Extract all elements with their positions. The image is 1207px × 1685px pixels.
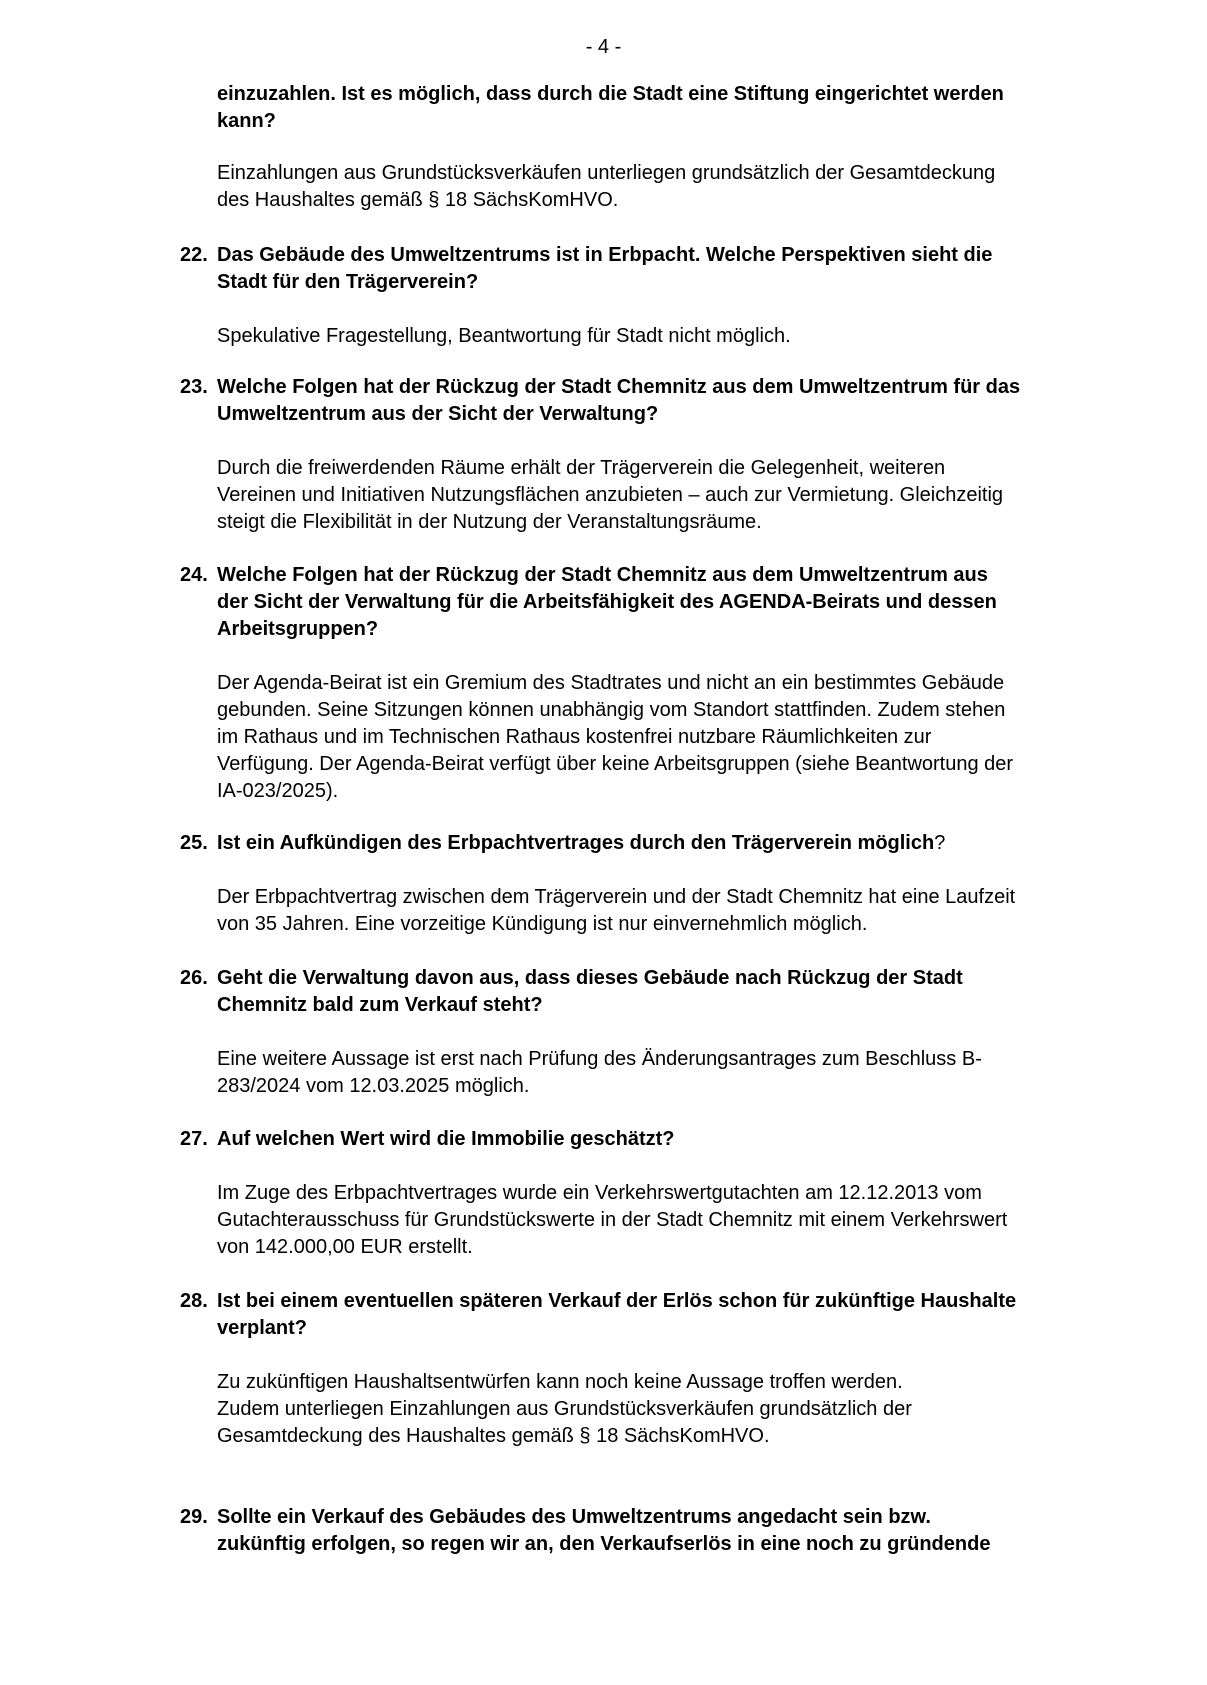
- question-text: Geht die Verwaltung davon aus, dass dieses Gebäude nach Rückzug der Stadt: [217, 967, 963, 989]
- item-number: 23.: [180, 376, 208, 398]
- page-number: - 4 -: [585, 36, 622, 58]
- answer-text: von 35 Jahren. Eine vorzeitige Kündigung ist nur einvernehmlich möglich.: [217, 913, 868, 935]
- answer-text: Eine weitere Aussage ist erst nach Prüfung des Änderungsantrages zum Beschluss B-: [217, 1048, 982, 1070]
- answer-text: von 142.000,00 EUR erstellt.: [217, 1236, 473, 1258]
- answer-text: im Rathaus und im Technischen Rathaus kostenfrei nutzbare Räumlichkeiten zur: [217, 726, 932, 748]
- question-tail: ?: [934, 832, 946, 854]
- question-text: Arbeitsgruppen?: [217, 618, 379, 640]
- answer-text: Durch die freiwerdenden Räume erhält der Trägerverein die Gelegenheit, weiteren: [217, 457, 946, 479]
- answer-text: gebunden. Seine Sitzungen können unabhängig vom Standort stattfinden. Zudem stehen: [217, 699, 1006, 721]
- item-number: 22.: [180, 244, 208, 266]
- question-text: Auf welchen Wert wird die Immobilie geschätzt?: [217, 1128, 675, 1150]
- question-text: Welche Folgen hat der Rückzug der Stadt Chemnitz aus dem Umweltzentrum für das: [217, 376, 1021, 398]
- question-text: verplant?: [217, 1317, 308, 1339]
- answer-text: Der Agenda-Beirat ist ein Gremium des Stadtrates und nicht an ein bestimmtes Gebäude: [217, 672, 1005, 694]
- answer-text: Zudem unterliegen Einzahlungen aus Grundstücksverkäufen grundsätzlich der: [217, 1398, 912, 1420]
- question-text: zukünftig erfolgen, so regen wir an, den Verkaufserlös in eine noch zu gründende: [217, 1533, 991, 1555]
- answer-text: Zu zukünftigen Haushaltsentwürfen kann noch keine Aussage troffen werden.: [217, 1371, 903, 1393]
- item-number: 27.: [180, 1128, 208, 1150]
- answer-text: Verfügung. Der Agenda-Beirat verfügt über keine Arbeitsgruppen (siehe Beantwortung der: [217, 753, 1014, 775]
- answer-text: Gesamtdeckung des Haushaltes gemäß § 18 SächsKomHVO.: [217, 1425, 770, 1447]
- question-text: einzuzahlen. Ist es möglich, dass durch die Stadt eine Stiftung eingerichtet werden: [217, 83, 1004, 105]
- answer-text: des Haushaltes gemäß § 18 SächsKomHVO.: [217, 189, 619, 211]
- question-text: Chemnitz bald zum Verkauf steht?: [217, 994, 543, 1016]
- question-bold: Ist ein Aufkündigen des Erbpachtvertrages durch den Trägerverein möglich: [217, 832, 935, 854]
- question-text: kann?: [217, 110, 276, 132]
- item-number: 28.: [180, 1290, 208, 1312]
- answer-text: Einzahlungen aus Grundstücksverkäufen unterliegen grundsätzlich der Gesamtdeckung: [217, 162, 996, 184]
- answer-text: Der Erbpachtvertrag zwischen dem Trägerverein und der Stadt Chemnitz hat eine Laufzeit: [217, 886, 1016, 908]
- item-number: 26.: [180, 967, 208, 989]
- answer-text: Gutachterausschuss für Grundstückswerte in der Stadt Chemnitz mit einem Verkehrswert: [217, 1209, 1008, 1231]
- item-number: 29.: [180, 1506, 208, 1528]
- answer-text: steigt die Flexibilität in der Nutzung der Veranstaltungsräume.: [217, 511, 762, 533]
- answer-text: Vereinen und Initiativen Nutzungsflächen anzubieten – auch zur Vermietung. Gleichzeitig: [217, 484, 1004, 506]
- item-number: 25.: [180, 832, 208, 854]
- answer-text: Im Zuge des Erbpachtvertrages wurde ein Verkehrswertgutachten am 12.12.2013 vom: [217, 1182, 982, 1204]
- question-text: der Sicht der Verwaltung für die Arbeitsfähigkeit des AGENDA-Beirats und dessen: [217, 591, 997, 613]
- question-text: Welche Folgen hat der Rückzug der Stadt Chemnitz aus dem Umweltzentrum aus: [217, 564, 988, 586]
- question-text: Das Gebäude des Umweltzentrums ist in Erbpacht. Welche Perspektiven sieht die: [217, 244, 993, 266]
- answer-text: IA-023/2025).: [217, 780, 339, 802]
- question-text: [217, 830, 945, 857]
- item-number: 24.: [180, 564, 208, 586]
- question-text: Stadt für den Trägerverein?: [217, 271, 479, 293]
- question-text: Umweltzentrum aus der Sicht der Verwaltung?: [217, 403, 659, 425]
- answer-text: 283/2024 vom 12.03.2025 möglich.: [217, 1075, 530, 1097]
- question-text: Ist bei einem eventuellen späteren Verkauf der Erlös schon für zukünftige Haushalte: [217, 1290, 1017, 1312]
- answer-text: Spekulative Fragestellung, Beantwortung für Stadt nicht möglich.: [217, 325, 791, 347]
- question-text: Sollte ein Verkauf des Gebäudes des Umweltzentrums angedacht sein bzw.: [217, 1506, 931, 1528]
